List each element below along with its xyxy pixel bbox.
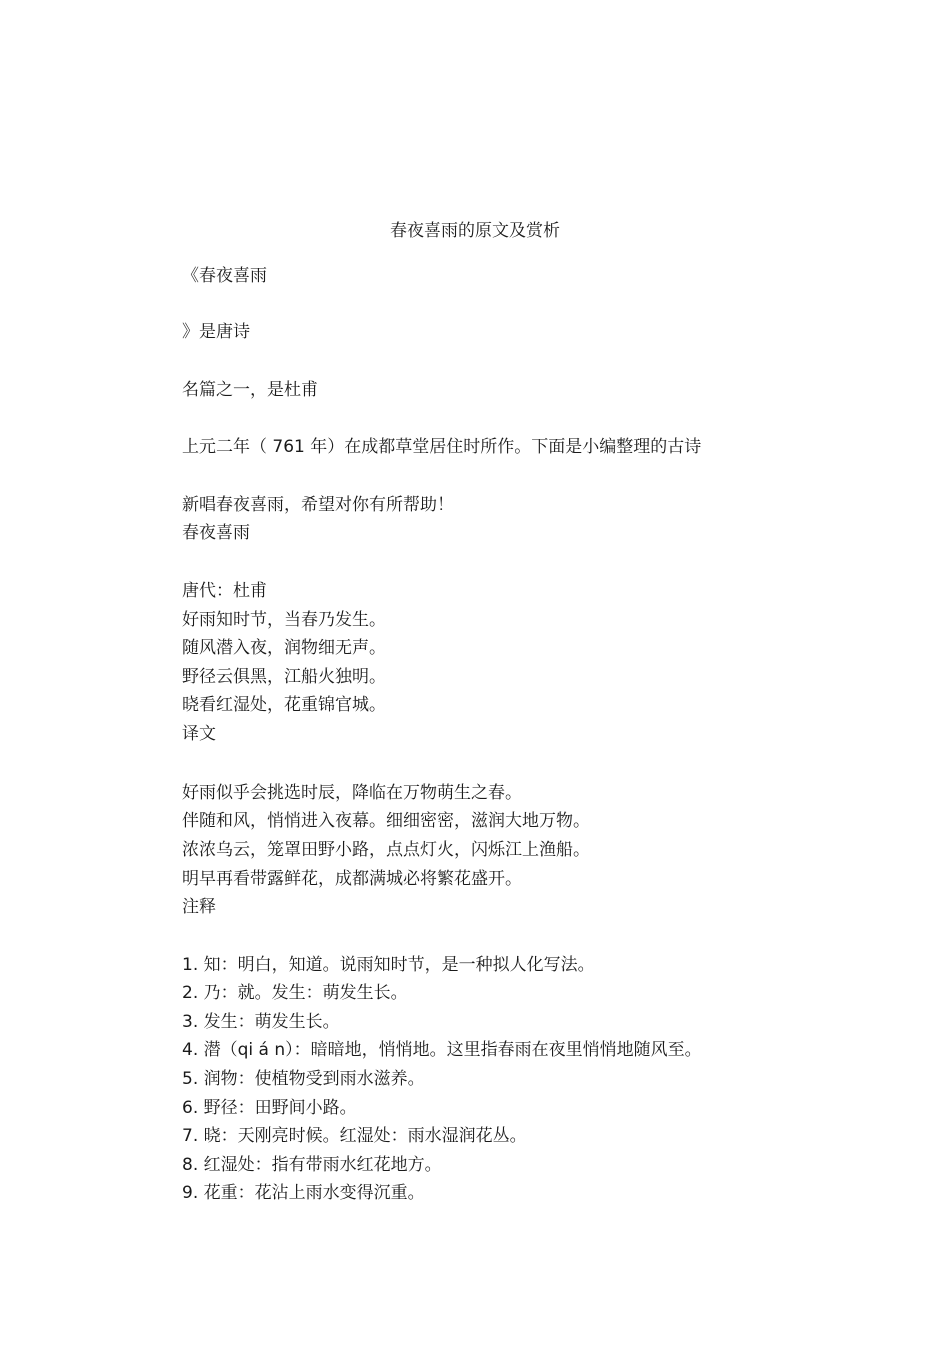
translation-line: 好雨似乎会挑选时辰，降临在万物萌生之春。: [182, 783, 522, 803]
intro-line: 上元二年（ 761 年）在成都草堂居住时所作。下面是小编整理的古诗: [182, 437, 702, 457]
poem-line: 野径云俱黑，江船火独明。: [182, 667, 386, 687]
poem-author: 唐代：杜甫: [182, 581, 267, 601]
note-item: 7. 晓：天刚亮时候。红湿处：雨水湿润花丛。: [182, 1126, 527, 1146]
intro-line: 名篇之一，是杜甫: [182, 380, 318, 400]
poem-line: 随风潜入夜，润物细无声。: [182, 638, 386, 658]
note-item: 3. 发生：萌发生长。: [182, 1012, 340, 1032]
poem-line: 晓看红湿处，花重锦官城。: [182, 695, 386, 715]
note-item: 1. 知：明白，知道。说雨知时节，是一种拟人化写法。: [182, 955, 595, 975]
translation-line: 明早再看带露鲜花，成都满城必将繁花盛开。: [182, 869, 522, 889]
document-title: 春夜喜雨的原文及赏析: [390, 221, 560, 241]
note-item: 6. 野径：田野间小路。: [182, 1098, 357, 1118]
intro-line: 新唱春夜喜雨，希望对你有所帮助！: [182, 495, 454, 515]
intro-line: 》是唐诗: [182, 322, 250, 342]
note-item: 2. 乃：就。发生：萌发生长。: [182, 983, 408, 1003]
note-item: 4. 潜（qi á n）：暗暗地，悄悄地。这里指春雨在夜里悄悄地随风至。: [182, 1040, 702, 1060]
translation-heading: 译文: [182, 724, 216, 744]
poem-line: 好雨知时节，当春乃发生。: [182, 610, 386, 630]
note-item: 5. 润物：使植物受到雨水滋养。: [182, 1069, 425, 1089]
intro-line: 《春夜喜雨: [182, 266, 267, 286]
note-item: 8. 红湿处：指有带雨水红花地方。: [182, 1155, 442, 1175]
note-item: 9. 花重：花沾上雨水变得沉重。: [182, 1183, 425, 1203]
translation-line: 浓浓乌云，笼罩田野小路，点点灯火，闪烁江上渔船。: [182, 840, 590, 860]
notes-heading: 注释: [182, 897, 216, 917]
translation-line: 伴随和风，悄悄进入夜幕。细细密密，滋润大地万物。: [182, 811, 590, 831]
poem-heading: 春夜喜雨: [182, 523, 250, 543]
